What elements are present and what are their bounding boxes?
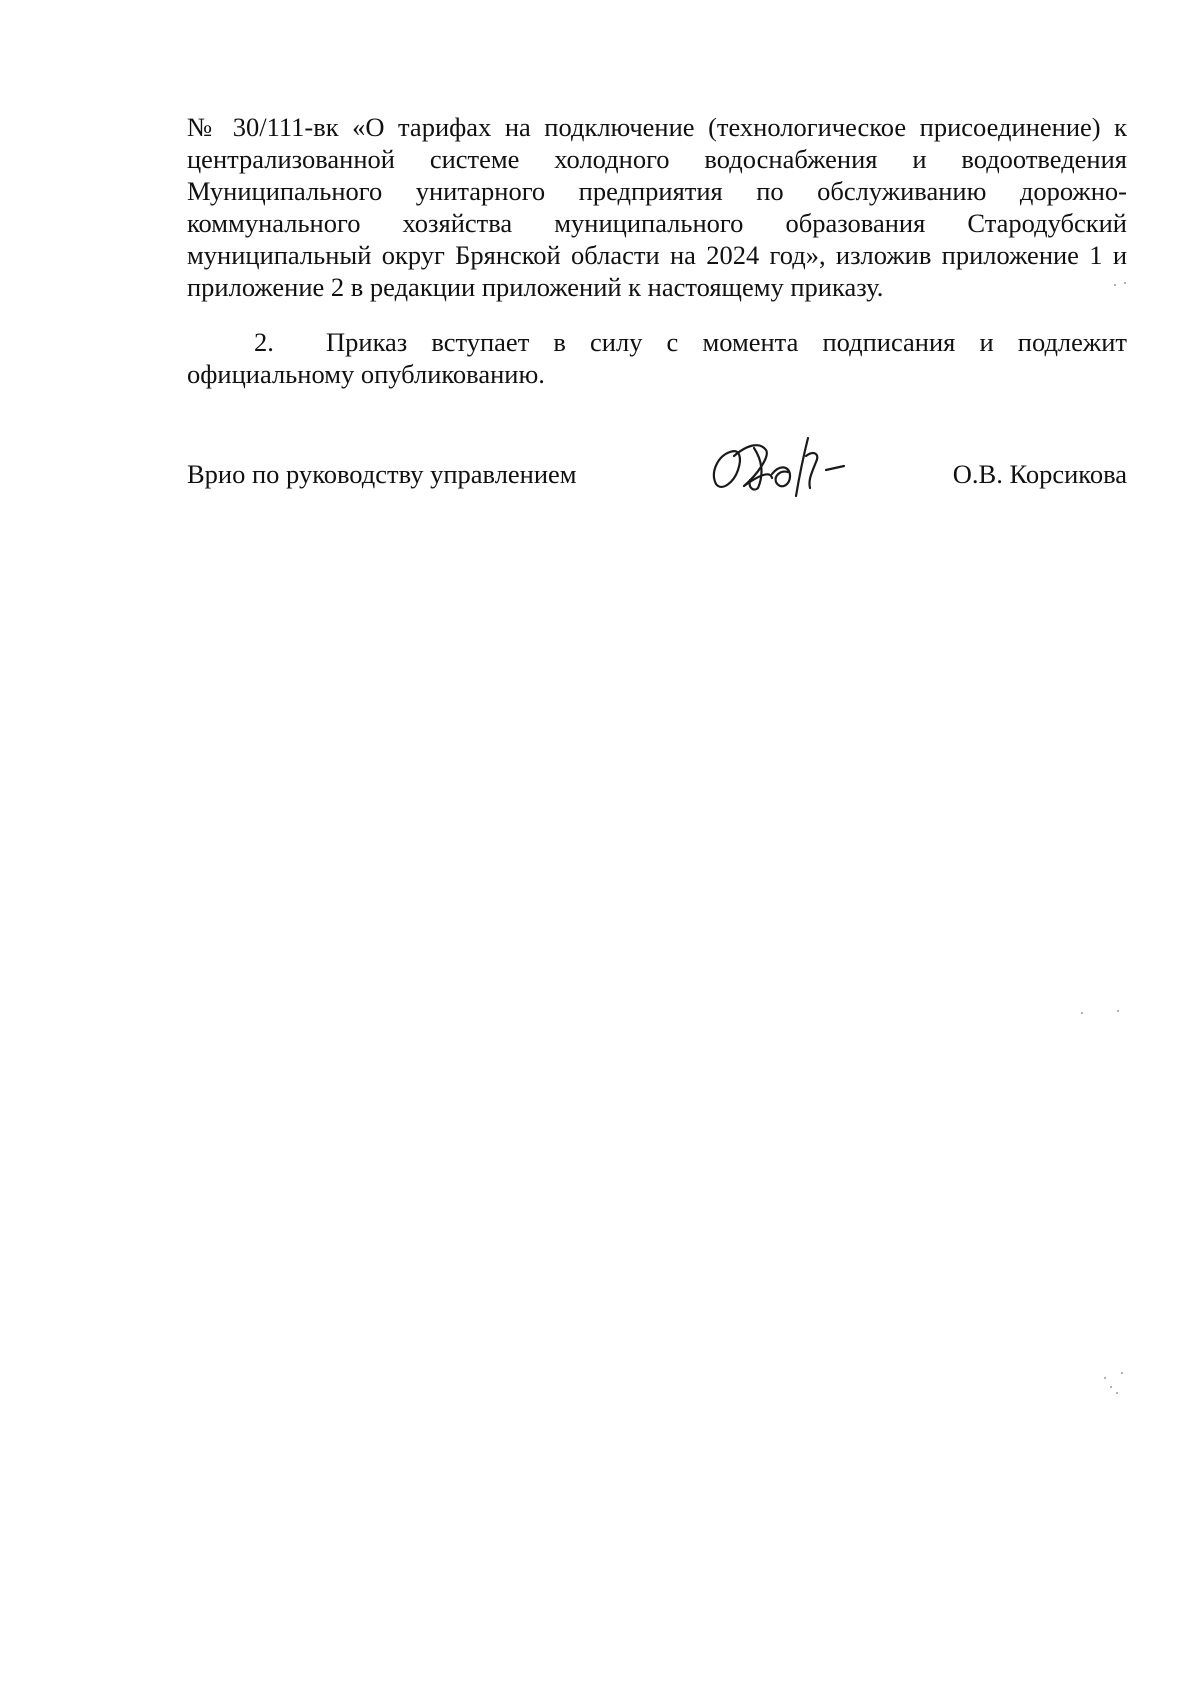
paragraph-order-amendment: № 30/111-вк «О тарифах на подключение (технологическое присоединение) к централизованной системе холодного водоснабжения и водоотведения Муниципального унитарного предприятия по обслуживанию дорожно-коммунального хозяйства муниципального образования Стародубский муниципальный округ Брянской области на 2024 год», изложив приложение 1 и приложение 2 в редакции приложений к настоящему приказу.	[187, 112, 1127, 302]
signature-block	[187, 458, 1127, 498]
scan-speck	[1110, 1386, 1112, 1388]
scan-speck	[1081, 1012, 1083, 1014]
scan-speck	[1121, 1372, 1123, 1374]
paragraph-2	[187, 326, 1127, 390]
scan-speck	[1116, 1392, 1118, 1394]
scan-speck	[1117, 1010, 1119, 1012]
signatory-name: О.В. Корсикова	[952, 459, 1127, 489]
handwritten-signature	[700, 430, 860, 500]
paragraph-2-text: Приказ вступает в силу с момента подписания и подлежит официальному опубликованию.	[187, 327, 1127, 389]
scan-speck	[1124, 282, 1126, 284]
paragraph-2-number: 2.	[254, 327, 274, 357]
scan-speck	[1114, 284, 1116, 286]
scan-speck	[1104, 1377, 1106, 1379]
signatory-position: Врио по руководству управлением	[187, 459, 577, 489]
